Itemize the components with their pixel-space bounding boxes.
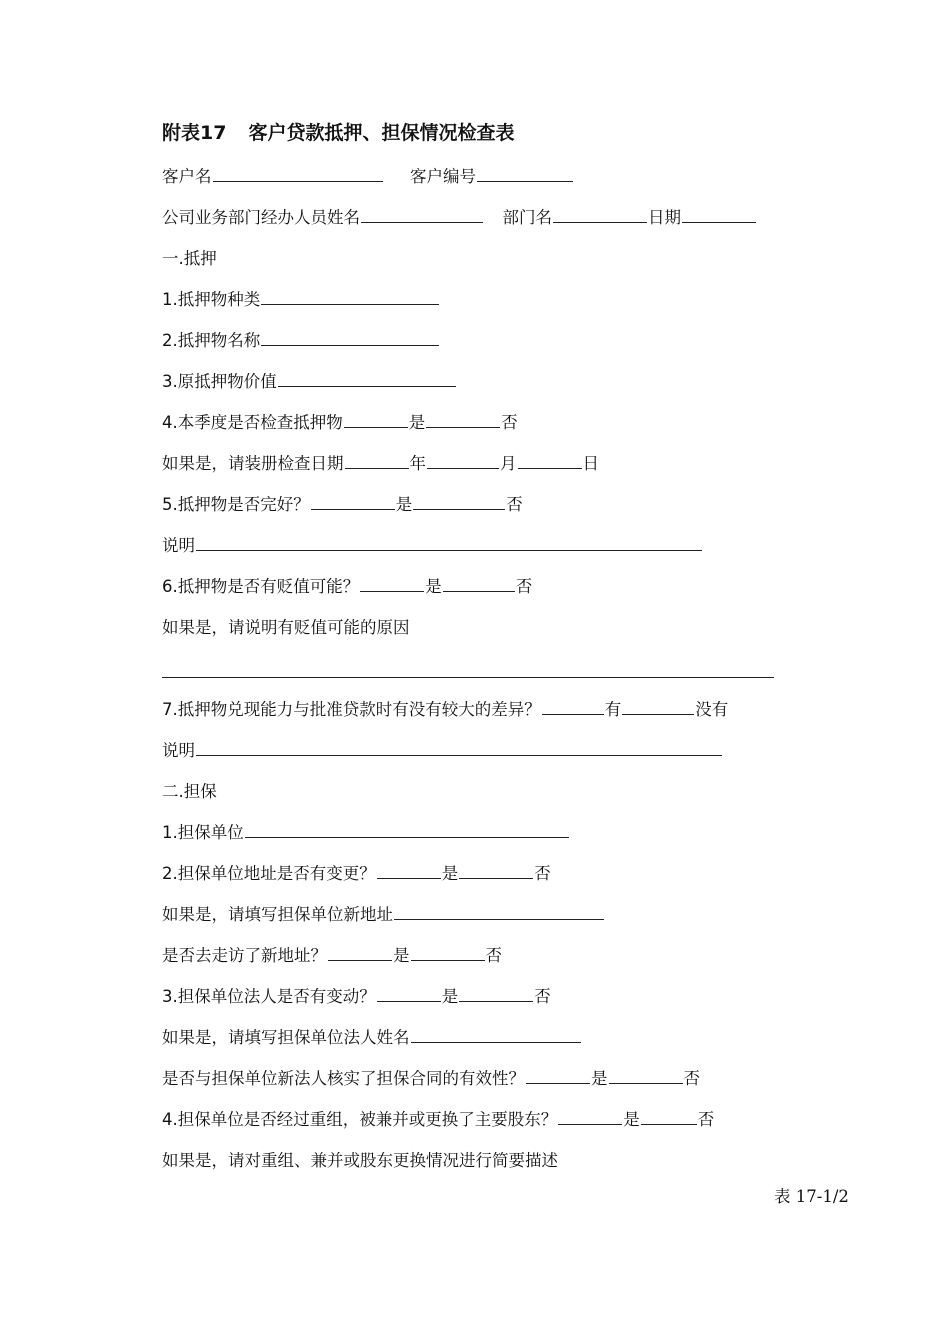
- s1-q2-row: [162, 329, 440, 353]
- s2-q3-verify-no-field[interactable]: [609, 1067, 683, 1084]
- s1-q5-no-field[interactable]: [413, 493, 505, 510]
- s1-q5-note-label: 说明: [162, 536, 195, 555]
- s1-q1-label: 1.抵押物种类: [162, 290, 261, 309]
- s2-q2-visit-yes-field[interactable]: [328, 944, 392, 961]
- customer-id-label: 客户编号: [410, 167, 476, 186]
- s2-q3-yes-field[interactable]: [377, 985, 441, 1002]
- no-label: 否: [485, 946, 502, 965]
- check-month-field[interactable]: [427, 452, 499, 469]
- s2-q3-if-label: 如果是，请填写担保单位法人姓名: [162, 1028, 410, 1047]
- department-label: 部门名: [502, 208, 552, 227]
- s2-q2-visit-row: [162, 944, 502, 968]
- s2-q4-row: [162, 1108, 714, 1132]
- s1-q2-label: 2.抵押物名称: [162, 331, 261, 350]
- s1-q6-yes-field[interactable]: [360, 575, 424, 592]
- s2-q3-label: 3.担保单位法人是否有变动？: [162, 987, 376, 1006]
- yes-label: 是: [408, 413, 426, 432]
- s2-new-address-field[interactable]: [394, 903, 604, 920]
- department-field[interactable]: [553, 206, 647, 223]
- month-label: 月: [500, 454, 517, 473]
- s1-q3-row: [162, 370, 457, 394]
- s2-q2-if-row: [162, 903, 605, 927]
- s2-q4-label: 4.担保单位是否经过重组，被兼并或更换了主要股东？: [162, 1110, 558, 1129]
- date-field[interactable]: [682, 206, 756, 223]
- no-label: 否: [683, 1069, 700, 1088]
- year-label: 年: [409, 454, 426, 473]
- s1-q7-note-row: [162, 739, 723, 763]
- yes-label: 是: [441, 987, 459, 1006]
- s1-q2-field[interactable]: [261, 329, 439, 346]
- no-label: 否: [697, 1110, 715, 1129]
- s2-q3-verify-row: [162, 1067, 700, 1091]
- s1-q6-label: 6.抵押物是否有贬值可能？: [162, 577, 360, 596]
- s1-q7-note-label: 说明: [162, 741, 195, 760]
- customer-name-label: 客户名: [162, 167, 212, 186]
- s1-q6-if-label: 如果是，请说明有贬值可能的原因: [162, 618, 410, 637]
- s1-q1-field[interactable]: [261, 288, 439, 305]
- s2-q2-yes-field[interactable]: [377, 862, 441, 879]
- s1-q4-if-label: 如果是，请装册检查日期: [162, 454, 344, 473]
- check-day-field[interactable]: [518, 452, 582, 469]
- form-number: 附表17: [162, 122, 227, 144]
- yes-label: 是: [623, 1110, 640, 1129]
- no-label: 否: [501, 413, 518, 432]
- s2-q3-verify-yes-field[interactable]: [526, 1067, 590, 1084]
- s1-q3-field[interactable]: [278, 370, 456, 387]
- s2-q1-label: 1.担保单位: [162, 823, 244, 842]
- s2-q1-row: [162, 821, 570, 845]
- s1-q7-has-field[interactable]: [542, 698, 604, 715]
- s1-q5-label: 5.抵押物是否完好？: [162, 495, 310, 514]
- s1-q5-note-field[interactable]: [196, 534, 702, 551]
- s1-q4-yes-field[interactable]: [344, 411, 408, 428]
- s2-q3-verify-label: 是否与担保单位新法人核实了担保合同的有效性？: [162, 1069, 525, 1088]
- date-label: 日期: [648, 208, 681, 227]
- s1-q3-label: 3.原抵押物价值: [162, 372, 277, 391]
- form-title-text: 客户贷款抵押、担保情况检查表: [248, 122, 515, 144]
- officer-label: 公司业务部门经办人员姓名: [162, 208, 360, 227]
- s2-q1-field[interactable]: [245, 821, 569, 838]
- s2-legal-rep-field[interactable]: [411, 1026, 581, 1043]
- s2-q2-row: [162, 862, 551, 886]
- yes-label: 是: [425, 577, 442, 596]
- s1-q7-hasnot-field[interactable]: [622, 698, 694, 715]
- s1-q6-reason-field[interactable]: [162, 677, 774, 678]
- s1-q6-no-field[interactable]: [443, 575, 515, 592]
- page-number: 表 17-1/2: [774, 1187, 849, 1206]
- yes-label: 是: [393, 946, 410, 965]
- has-label: 有: [604, 700, 622, 719]
- s1-q4-label: 4.本季度是否检查抵押物: [162, 413, 343, 432]
- section1-heading: 一.抵押: [162, 249, 217, 268]
- day-label: 日: [582, 454, 599, 473]
- no-label: 否: [534, 987, 551, 1006]
- s2-q3-row: [162, 985, 551, 1009]
- s1-q4-row: [162, 411, 518, 435]
- no-label: 否: [534, 864, 551, 883]
- section2-heading: 二.担保: [162, 782, 217, 801]
- s2-q4-yes-field[interactable]: [558, 1108, 622, 1125]
- yes-label: 是: [395, 495, 413, 514]
- yes-label: 是: [591, 1069, 608, 1088]
- no-label: 否: [515, 577, 533, 596]
- s1-q7-label: 7.抵押物兑现能力与批准贷款时有没有较大的差异？: [162, 700, 541, 719]
- customer-info-row: [162, 165, 574, 189]
- customer-name-field[interactable]: [213, 165, 383, 182]
- s2-q4-if-label: 如果是，请对重组、兼并或股东更换情况进行简要描述: [162, 1151, 558, 1170]
- officer-field[interactable]: [361, 206, 483, 223]
- s1-q7-note-field[interactable]: [196, 739, 722, 756]
- s2-q2-if-label: 如果是，请填写担保单位新地址: [162, 905, 393, 924]
- no-label: 否: [506, 495, 523, 514]
- s2-q4-no-field[interactable]: [641, 1108, 697, 1125]
- check-year-field[interactable]: [345, 452, 409, 469]
- s1-q4-no-field[interactable]: [426, 411, 500, 428]
- s2-q2-visit-no-field[interactable]: [411, 944, 485, 961]
- s2-q2-label: 2.担保单位地址是否有变更？: [162, 864, 376, 883]
- officer-row: [162, 206, 757, 230]
- s2-q3-no-field[interactable]: [459, 985, 533, 1002]
- s1-q5-note-row: [162, 534, 703, 558]
- s2-q2-visit-label: 是否去走访了新地址？: [162, 946, 327, 965]
- customer-id-field[interactable]: [477, 165, 573, 182]
- s1-q1-row: [162, 288, 440, 312]
- s2-q2-no-field[interactable]: [459, 862, 533, 879]
- s1-q5-yes-field[interactable]: [311, 493, 395, 510]
- form-title: [162, 121, 514, 145]
- s1-q4-date-row: [162, 452, 599, 476]
- has-not-label: 没有: [695, 700, 729, 719]
- s1-q6-row: [162, 575, 532, 599]
- s2-q3-if-row: [162, 1026, 582, 1050]
- s1-q7-row: [162, 698, 728, 722]
- s1-q5-row: [162, 493, 523, 517]
- yes-label: 是: [441, 864, 459, 883]
